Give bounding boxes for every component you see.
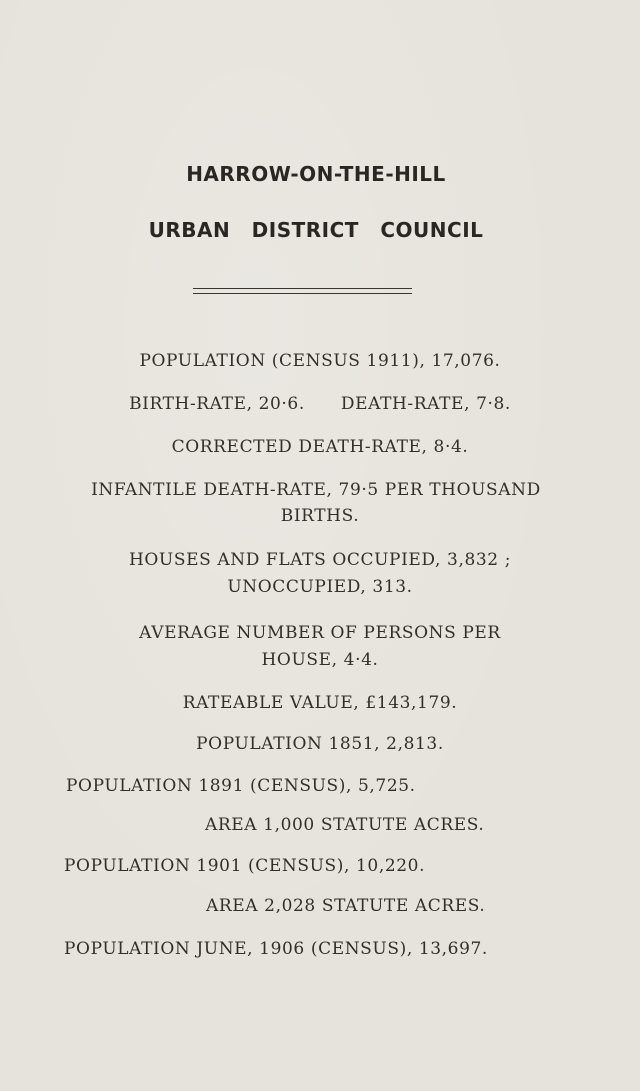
infantile-death-rate-line-2: BIRTHS.	[280, 506, 360, 526]
population-1906-text: POPULATION JUNE, 1906 (CENSUS), 13,697.	[64, 939, 488, 959]
houses-occupied-line-1: HOUSES AND FLATS OCCUPIED, 3,832 ;	[128, 550, 512, 570]
population-1851-text: POPULATION 1851, 2,813.	[196, 734, 444, 754]
average-persons-line-1: AVERAGE NUMBER OF PERSONS PER	[139, 623, 501, 643]
corrected-death-rate-text: CORRECTED DEATH-RATE, 8·4.	[171, 437, 469, 457]
population-1911-text: POPULATION (CENSUS 1911), 17,076.	[139, 351, 501, 371]
rateable-value-text: RATEABLE VALUE, £143,179.	[182, 693, 458, 713]
double-rule-top	[193, 288, 412, 289]
birth-death-rate-text: BIRTH-RATE, 20·6. DEATH-RATE, 7·8.	[129, 394, 511, 414]
population-1891-text: POPULATION 1891 (CENSUS), 5,725.	[66, 776, 416, 796]
area-1901-text: AREA 2,028 STATUTE ACRES.	[206, 896, 486, 916]
council-title-line-2: URBAN DISTRICT COUNCIL	[148, 218, 484, 242]
average-persons-line-2: HOUSE, 4·4.	[261, 650, 379, 670]
council-title-line-1: HARROW-ON-THE-HILL	[186, 162, 446, 186]
population-1901-text: POPULATION 1901 (CENSUS), 10,220.	[64, 856, 426, 876]
double-rule-bottom	[193, 293, 412, 294]
houses-occupied-line-2: UNOCCUPIED, 313.	[227, 577, 413, 597]
infantile-death-rate-line-1: INFANTILE DEATH-RATE, 79·5 PER THOUSAND	[91, 480, 541, 500]
area-1891-text: AREA 1,000 STATUTE ACRES.	[205, 815, 485, 835]
